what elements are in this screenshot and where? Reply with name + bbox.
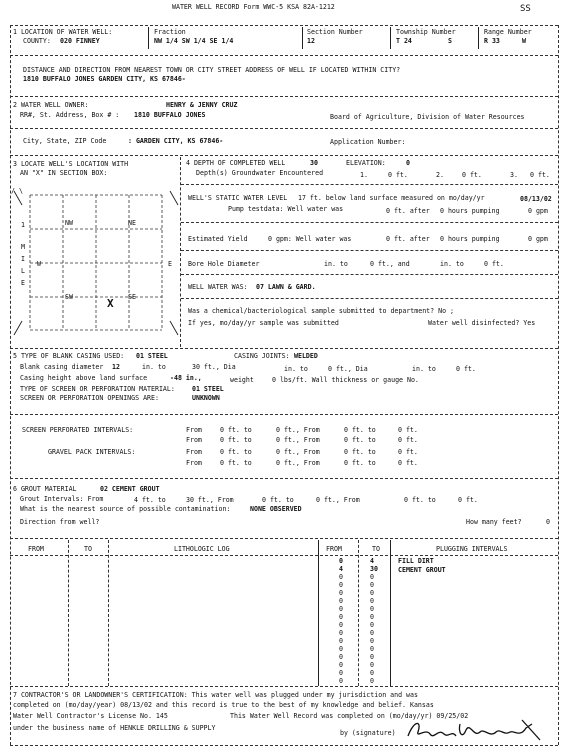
pump-label: Pump testdata: Well water was (228, 205, 344, 213)
plug-to-cell: 0 (370, 573, 374, 581)
perf-intervals-label: SCREEN PERFORATED INTERVALS: (22, 426, 134, 434)
static-value: 17 ft. below land surface measured on mo/day/yr (298, 194, 485, 202)
township-dir: S (448, 37, 452, 45)
locate-label-2: AN "X" IN SECTION BOX: (20, 169, 108, 177)
well-location-mark: X (107, 297, 114, 310)
form-title: WATER WELL RECORD Form WWC-5 KSA 82A-1212 (172, 3, 335, 11)
bore-ft-2: 0 ft. (484, 260, 504, 268)
gw-2-value: 0 ft. (462, 171, 482, 179)
city-value: : GARDEN CITY, KS 67846- (128, 137, 224, 145)
rule (181, 298, 558, 299)
how-many-feet-value: 0 (546, 518, 550, 526)
gravel-intervals-label: GRAVEL PACK INTERVALS: (48, 448, 136, 456)
signature (404, 716, 554, 744)
compass-w: W (37, 260, 41, 268)
contamination-label: What is the nearest source of possible contamination: (20, 505, 231, 513)
gravel-from-1: From (186, 448, 202, 456)
log-to-header: TO (84, 545, 92, 553)
casing-height-value: -48 in., (170, 374, 202, 382)
plug-from-cell: 0 (339, 677, 343, 685)
perf-ft-to-4: 0 ft. to (344, 436, 376, 444)
blank-diameter-value: 12 (112, 363, 120, 371)
rule (10, 155, 558, 156)
range-value: R 33 (484, 37, 500, 45)
frame-top (10, 25, 558, 26)
location-label: 1 LOCATION OF WATER WELL: (13, 28, 113, 36)
plug-to-cell: 0 (370, 661, 374, 669)
range-dir: W (522, 37, 526, 45)
disinfected-label: Water well disinfected? Yes (428, 319, 536, 327)
grout-int-1: 4 ft. to (134, 496, 166, 504)
rule (10, 478, 558, 479)
casing-joints-value: WELDED (294, 352, 318, 360)
yield-gpm-2: 0 gpm (528, 235, 548, 243)
record-completed-line: This Water Well Record was completed on (mo/day/yr) 09/25/02 (230, 712, 469, 720)
plug-material-2: CEMENT GROUT (398, 566, 446, 574)
bore-in-to-2: in. to (440, 260, 464, 268)
static-date: 08/13/02 (520, 195, 552, 203)
owner-value: HENRY & JENNY CRUZ (166, 101, 238, 109)
divider (302, 27, 303, 49)
perf-ft-from-1: 0 ft., From (276, 426, 320, 434)
gw-1: 1. (360, 171, 368, 179)
perf-ft-from-2: 0 ft., From (276, 436, 320, 444)
plug-from-cell: 0 (339, 621, 343, 629)
blank-in-to-2: in. to (284, 365, 308, 373)
owner-label: 2 WATER WELL OWNER: (13, 101, 89, 109)
rule (10, 686, 558, 687)
gw-1-value: 0 ft. (388, 171, 408, 179)
quadrant-sw: SW (65, 293, 73, 301)
perf-from-1: From (186, 426, 202, 434)
mile-letter-m: M (21, 243, 25, 251)
plug-from-cell: 0 (339, 581, 343, 589)
plug-from-cell: 0 (339, 573, 343, 581)
plug-to-cell: 0 (370, 645, 374, 653)
chem-sample-label: Was a chemical/bacteriological sample submitted to department? No ; (188, 307, 454, 315)
divider (148, 27, 149, 49)
pump-gpm: 0 gpm (528, 207, 548, 215)
certification-line-2: completed on (mo/day/year) 08/13/02 and this record is true to the best of my knowledge and belief. Kansas (13, 701, 434, 709)
plug-from-cell: 0 (339, 589, 343, 597)
log-col-divider (318, 540, 319, 686)
rule (10, 414, 558, 415)
plug-to-cell: 0 (370, 637, 374, 645)
locate-label-1: 3 LOCATE WELL'S LOCATION WITH (13, 160, 129, 168)
log-from-header: FROM (28, 545, 44, 553)
divider (478, 27, 479, 49)
perf-ft-1: 0 ft. (398, 426, 418, 434)
blank-diameter-label: Blank casing diameter (20, 363, 104, 371)
business-name-line: under the business name of HENKLE DRILLING & SUPPLY (13, 724, 216, 732)
groundwater-label: Depth(s) Groundwater Encountered (196, 169, 324, 177)
grout-int-4: 0 ft., From (316, 496, 360, 504)
blank-in-to: in. to (142, 363, 166, 371)
rule (10, 128, 558, 129)
screen-type-value: 01 STEEL (192, 385, 224, 393)
section-value: 12 (307, 37, 315, 45)
gw-3: 3. (510, 171, 518, 179)
plug-from-cell: 0 (339, 645, 343, 653)
yield-label: Estimated Yield (188, 235, 248, 243)
log-col-divider (390, 540, 391, 686)
gravel-ft-to-3: 0 ft. to (220, 459, 252, 467)
gravel-ft-to-2: 0 ft. to (344, 448, 376, 456)
plug-to-cell: 0 (370, 589, 374, 597)
rule (10, 55, 558, 56)
static-label: WELL'S STATIC WATER LEVEL (188, 194, 288, 202)
blank-in-to-3: in. to (412, 365, 436, 373)
city-label: City, State, ZIP Code (23, 137, 107, 145)
perf-ft-to-3: 0 ft. to (220, 436, 252, 444)
grout-int-6: 0 ft. (458, 496, 478, 504)
board-text: Board of Agriculture, Division of Water Resources (330, 113, 525, 121)
gravel-ft-2: 0 ft. (398, 459, 418, 467)
address-label: RR#, St. Address, Box # : (20, 111, 120, 119)
plug-from-cell: 4 (339, 565, 343, 573)
log-col-divider (68, 540, 69, 686)
plug-to-cell: 4 (370, 557, 374, 565)
plug-to-cell: 0 (370, 653, 374, 661)
address-value: 1810 BUFFALO JONES (134, 111, 206, 119)
quadrant-se: SE (128, 293, 136, 301)
plug-from-cell: 0 (339, 597, 343, 605)
plug-from-cell: 0 (339, 629, 343, 637)
yield-gpm: 0 gpm: Well water was (268, 235, 352, 243)
rule (10, 538, 558, 539)
certification-line-1: 7 CONTRACTOR'S OR LANDOWNER'S CERTIFICATION: This water well was plugged under my jurisdiction and was (13, 691, 418, 699)
rule (10, 96, 558, 97)
gravel-ft-from-1: 0 ft., From (276, 448, 320, 456)
plug-to-cell: 30 (370, 565, 378, 573)
quadrant-nw: NW (65, 219, 73, 227)
plug-from-header: FROM (326, 545, 342, 553)
log-col-divider (108, 540, 109, 686)
grout-int-3: 0 ft. to (262, 496, 294, 504)
gw-3-value: 0 ft. (530, 171, 550, 179)
plug-from-cell: 0 (339, 557, 343, 565)
grout-int-5: 0 ft. to (404, 496, 436, 504)
gravel-ft-to-1: 0 ft. to (220, 448, 252, 456)
yield-hours: 0 hours pumping (440, 235, 500, 243)
signature-label: by (signature) (340, 729, 396, 737)
casing-type-label: 5 TYPE OF BLANK CASING USED: (13, 352, 125, 360)
perf-ft-2: 0 ft. (398, 436, 418, 444)
bore-in-to-1: in. to (324, 260, 348, 268)
rule (10, 348, 558, 349)
lithologic-log-header: LITHOLOGIC LOG (174, 545, 230, 553)
corner-mark: SS (520, 4, 531, 14)
gravel-ft-1: 0 ft. (398, 448, 418, 456)
blank-ft-2: 0 ft., Dia (328, 365, 368, 373)
distance-label: DISTANCE AND DIRECTION FROM NEAREST TOWN OR CITY STREET ADDRESS OF WELL IF LOCATED WITHIN CITY? (23, 66, 401, 74)
rule (181, 274, 558, 275)
plugging-intervals-header: PLUGGING INTERVALS (436, 545, 508, 553)
pump-hours: 0 hours pumping (440, 207, 500, 215)
screen-type-label: TYPE OF SCREEN OR PERFORATION MATERIAL: (20, 385, 175, 393)
contamination-value: NONE OBSERVED (250, 505, 302, 513)
divider (390, 27, 391, 49)
elevation-label: ELEVATION: (346, 159, 386, 167)
casing-joints-label: CASING JOINTS: (234, 352, 290, 360)
plug-from-cell: 0 (339, 637, 343, 645)
quadrant-ne: NE (128, 219, 136, 227)
frame-right (558, 25, 559, 745)
rule (181, 250, 558, 251)
license-line: Water Well Contractor's License No. 145 (13, 712, 168, 720)
bore-ft-1: 0 ft., and (370, 260, 410, 268)
range-label: Range Number (484, 28, 532, 36)
pump-ft: 0 ft. after (386, 207, 430, 215)
plug-to-cell: 0 (370, 597, 374, 605)
grout-intervals-label: Grout Intervals: From (20, 495, 104, 503)
grout-int-2: 30 ft., From (186, 496, 234, 504)
well-water-was-value: 07 LAWN & GARD. (256, 283, 316, 291)
well-water-was-label: WELL WATER WAS: (188, 283, 248, 291)
log-col-divider (358, 540, 359, 686)
weight-label: weight (230, 376, 254, 384)
plug-to-cell: 0 (370, 613, 374, 621)
grout-material-value: 02 CEMENT GROUT (100, 485, 160, 493)
compass-e: E (168, 260, 172, 268)
gravel-ft-from-2: 0 ft., From (276, 459, 320, 467)
elevation-value: 0 (406, 159, 410, 167)
section-label: Section Number (307, 28, 363, 36)
grout-material-label: 6 GROUT MATERIAL (13, 485, 77, 493)
perf-ft-to-2: 0 ft. to (344, 426, 376, 434)
section-3-4-divider (180, 157, 181, 347)
casing-type-value: 01 STEEL (136, 352, 168, 360)
gravel-from-2: From (186, 459, 202, 467)
how-many-feet-label: How many feet? (466, 518, 522, 526)
plug-to-cell: 0 (370, 621, 374, 629)
gravel-ft-to-4: 0 ft. to (344, 459, 376, 467)
plug-from-cell: 0 (339, 605, 343, 613)
plug-to-cell: 0 (370, 677, 374, 685)
frame-bottom (10, 745, 558, 746)
sample-date-label: If yes, mo/day/yr sample was submitted (188, 319, 339, 327)
plug-from-cell: 0 (339, 661, 343, 669)
plug-to-header: TO (372, 545, 380, 553)
mile-one: 1 (21, 221, 25, 229)
plug-to-cell: 0 (370, 605, 374, 613)
yield-ft: 0 ft. after (386, 235, 430, 243)
county-value: 020 FINNEY (60, 37, 100, 45)
plug-from-cell: 0 (339, 669, 343, 677)
distance-value: 1810 BUFFALO JONES GARDEN CITY, KS 67846- (23, 75, 186, 83)
fraction-value: NW 1/4 SW 1/4 SE 1/4 (154, 37, 234, 45)
openings-value: UNKNOWN (192, 394, 220, 402)
openings-label: SCREEN OR PERFORATION OPENINGS ARE: (20, 394, 159, 402)
blank-ft: 30 ft., Dia (192, 363, 236, 371)
direction-label: Direction from well? (20, 518, 100, 526)
mile-letter-e: E (21, 279, 25, 287)
township-value: T 24 (396, 37, 412, 45)
blank-ft-3: 0 ft. (456, 365, 476, 373)
plug-from-cell: 0 (339, 653, 343, 661)
mile-letter-i: I (21, 255, 25, 263)
perf-ft-to-1: 0 ft. to (220, 426, 252, 434)
plug-to-cell: 0 (370, 669, 374, 677)
mile-letter-l: L (21, 267, 25, 275)
fraction-label: Fraction (154, 28, 186, 36)
perf-from-2: From (186, 436, 202, 444)
rule (10, 555, 558, 556)
plug-from-cell: 0 (339, 613, 343, 621)
depth-label: 4 DEPTH OF COMPLETED WELL (186, 159, 286, 167)
depth-value: 30 (310, 159, 318, 167)
rule (181, 222, 558, 223)
county-label: COUNTY: (23, 37, 51, 45)
gw-2: 2. (436, 171, 444, 179)
bore-label: Bore Hole Diameter (188, 260, 260, 268)
box-corner-tl: / \ (11, 187, 23, 195)
township-label: Township Number (396, 28, 456, 36)
casing-height-label: Casing height above land surface (20, 374, 148, 382)
rule (181, 184, 558, 185)
frame-left (10, 25, 11, 745)
plug-to-cell: 0 (370, 581, 374, 589)
weight-value: 0 lbs/ft. Wall thickness or gauge No. (272, 376, 419, 384)
plug-to-cell: 0 (370, 629, 374, 637)
plug-material-1: FILL DIRT (398, 557, 434, 565)
application-label: Application Number: (330, 138, 406, 146)
